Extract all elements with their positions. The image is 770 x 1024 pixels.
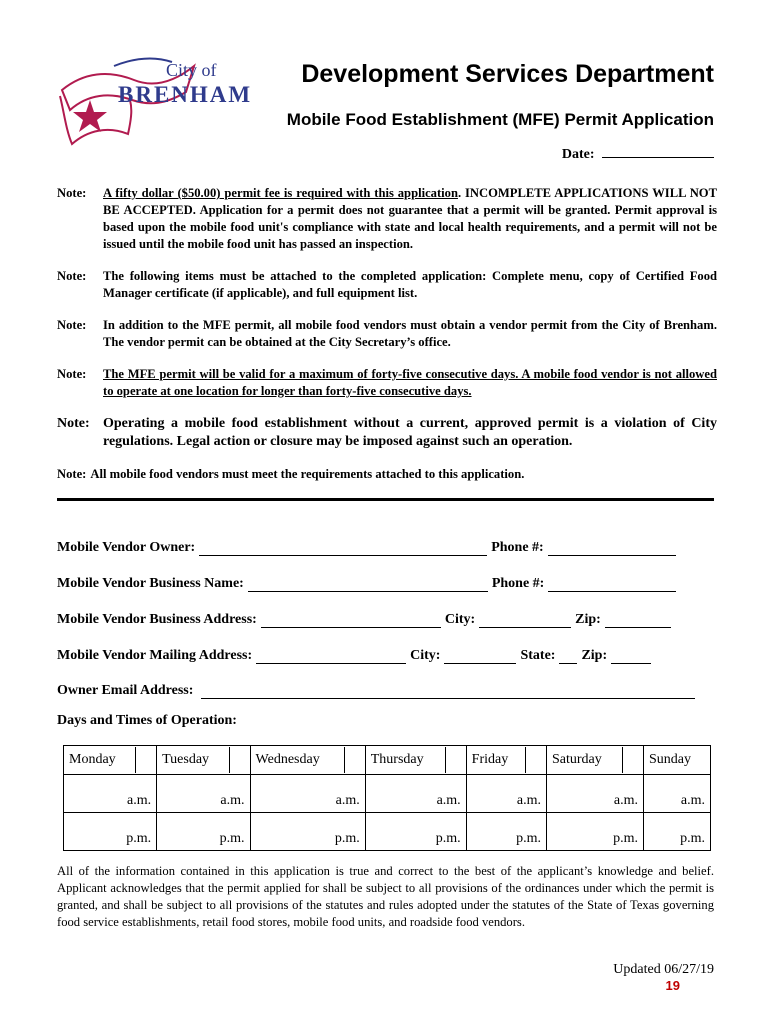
- phone-label: Phone #:: [491, 540, 544, 555]
- date-blank[interactable]: [602, 142, 714, 158]
- state-label: State:: [520, 648, 556, 663]
- page-number: 19: [665, 978, 680, 993]
- note-label: Note:: [57, 416, 90, 431]
- days-times-label: Days and Times of Operation:: [57, 713, 237, 728]
- am-time-cell[interactable]: a.m.: [643, 775, 710, 813]
- note-label: Note:: [57, 186, 87, 200]
- pm-time-cell[interactable]: p.m.: [157, 813, 250, 851]
- note-label: Note:: [57, 269, 87, 283]
- day-label: Sunday: [648, 752, 691, 767]
- day-label: Monday: [69, 752, 116, 767]
- am-time-cell[interactable]: a.m.: [546, 775, 643, 813]
- email-row: [57, 679, 714, 699]
- owner-row: [57, 536, 714, 556]
- logo-line1: City of: [166, 60, 217, 80]
- day-checkbox[interactable]: [229, 747, 250, 773]
- business-phone-field[interactable]: [548, 576, 676, 592]
- pm-time-cell[interactable]: p.m.: [365, 813, 466, 851]
- business-address-field[interactable]: [261, 612, 441, 628]
- day-checkbox[interactable]: [344, 747, 365, 773]
- day-cell-saturday[interactable]: [546, 746, 643, 775]
- day-cell-friday[interactable]: [466, 746, 546, 775]
- am-row: [64, 775, 711, 813]
- am-time-cell[interactable]: a.m.: [365, 775, 466, 813]
- note-validity-text: The MFE permit will be valid for a maximum of forty-five consecutive days. A mobile food vendor is not allowed to operate at one location for longer than forty-five consecutive days.: [103, 367, 717, 398]
- note-vendor-permit-text: In addition to the MFE permit, all mobile food vendors must obtain a vendor permit from the City of Brenham. The vendor permit can be obtained at the City Secretary’s office.: [103, 318, 717, 349]
- business-address-label: Mobile Vendor Business Address:: [57, 612, 257, 627]
- note-fee-text: . INCOMPLETE APPLICATIONS WILL NOT BE ACCEPTED. Application for a permit does not guarantee that a permit will be granted. Permit approval is based upon the mobile food unit's compliance with state and local health requirements, and a permit will not be issued until the mobile food unit has passed an inspection.: [103, 186, 717, 251]
- city-logo: [54, 52, 253, 152]
- owner-field[interactable]: [199, 540, 487, 556]
- phone-label: Phone #:: [491, 576, 545, 591]
- day-cell-wednesday[interactable]: [250, 746, 365, 775]
- section-divider: [57, 498, 714, 501]
- pm-time-cell[interactable]: p.m.: [250, 813, 365, 851]
- day-label: Wednesday: [255, 752, 320, 767]
- mailing-city-field[interactable]: [444, 648, 516, 664]
- email-label: Owner Email Address:: [57, 683, 194, 698]
- day-label: Tuesday: [162, 752, 210, 767]
- day-cell-thursday[interactable]: [365, 746, 466, 775]
- zip-label: Zip:: [575, 612, 601, 627]
- day-checkbox[interactable]: [525, 747, 546, 773]
- note-requirements: [57, 466, 717, 483]
- day-label: Friday: [471, 752, 509, 767]
- pm-time-cell[interactable]: p.m.: [546, 813, 643, 851]
- pm-row: [64, 813, 711, 851]
- email-field[interactable]: [201, 683, 695, 699]
- owner-phone-field[interactable]: [548, 540, 676, 556]
- day-checkbox[interactable]: [445, 747, 466, 773]
- business-zip-field[interactable]: [605, 612, 671, 628]
- note-vendor-permit: [57, 317, 717, 351]
- note-fee: [57, 185, 717, 253]
- zip-label: Zip:: [581, 648, 608, 663]
- pm-time-cell[interactable]: p.m.: [64, 813, 157, 851]
- business-name-label: Mobile Vendor Business Name:: [57, 576, 244, 591]
- page-subtitle: Mobile Food Establishment (MFE) Permit Application: [286, 110, 714, 129]
- note-violation: [57, 415, 717, 451]
- city-label: City:: [410, 648, 441, 663]
- note-label: Note:: [57, 318, 87, 332]
- am-time-cell[interactable]: a.m.: [250, 775, 365, 813]
- note-violation-text: Operating a mobile food establishment without a current, approved permit is a violation of City regulations. Legal action or closure may be imposed against such an operation.: [103, 416, 717, 449]
- city-label: City:: [444, 612, 476, 627]
- mailing-address-row: [57, 644, 714, 664]
- schedule-table: [63, 745, 711, 851]
- note-label: Note:: [57, 467, 87, 481]
- am-time-cell[interactable]: a.m.: [466, 775, 546, 813]
- mailing-state-field[interactable]: [559, 648, 577, 664]
- note-attachments: [57, 268, 717, 302]
- page-title: Development Services Department: [301, 60, 714, 88]
- business-city-field[interactable]: [479, 612, 571, 628]
- day-cell-tuesday[interactable]: [157, 746, 250, 775]
- day-label: Saturday: [551, 752, 602, 767]
- day-cell-monday[interactable]: [64, 746, 157, 775]
- day-checkbox[interactable]: [622, 747, 643, 773]
- am-time-cell[interactable]: a.m.: [64, 775, 157, 813]
- pm-time-cell[interactable]: p.m.: [643, 813, 710, 851]
- logo-line2: BRENHAM: [118, 82, 253, 107]
- attestation-text: All of the information contained in this application is true and correct to the best of the applicant’s knowledge and belief. Applicant acknowledges that the permit applied for shall be subject to all provisions of the ordinances under which the permit is granted, and shall be subject to all provisions of the statutes and rules adopted under the statutes of the State of Texas governing food service establishments, retail food stores, mobile food units, and roadside food vendors.: [57, 864, 714, 929]
- pm-time-cell[interactable]: p.m.: [466, 813, 546, 851]
- day-checkbox[interactable]: [135, 747, 156, 773]
- note-validity: [57, 366, 717, 400]
- owner-label: Mobile Vendor Owner:: [57, 540, 196, 555]
- mailing-address-field[interactable]: [256, 648, 406, 664]
- business-name-field[interactable]: [248, 576, 488, 592]
- note-attachments-text: The following items must be attached to the completed application: Complete menu, copy of Certified Food Manager certificate (if applicable), and full equipment list.: [103, 269, 717, 300]
- mailing-address-label: Mobile Vendor Mailing Address:: [57, 648, 253, 663]
- day-header-row: [64, 746, 711, 775]
- updated-date: Updated 06/27/19: [613, 962, 714, 977]
- note-fee-underlined: A fifty dollar ($50.00) permit fee is required with this application: [103, 186, 458, 200]
- am-time-cell[interactable]: a.m.: [157, 775, 250, 813]
- day-cell-sunday[interactable]: [643, 746, 710, 775]
- business-name-row: [57, 572, 714, 592]
- business-address-row: [57, 608, 714, 628]
- date-label: Date:: [561, 147, 595, 162]
- note-label: Note:: [57, 367, 87, 381]
- date-field[interactable]: [562, 142, 714, 163]
- note-requirements-text: All mobile food vendors must meet the requirements attached to this application.: [90, 467, 525, 481]
- day-label: Thursday: [370, 752, 424, 767]
- mailing-zip-field[interactable]: [611, 648, 651, 664]
